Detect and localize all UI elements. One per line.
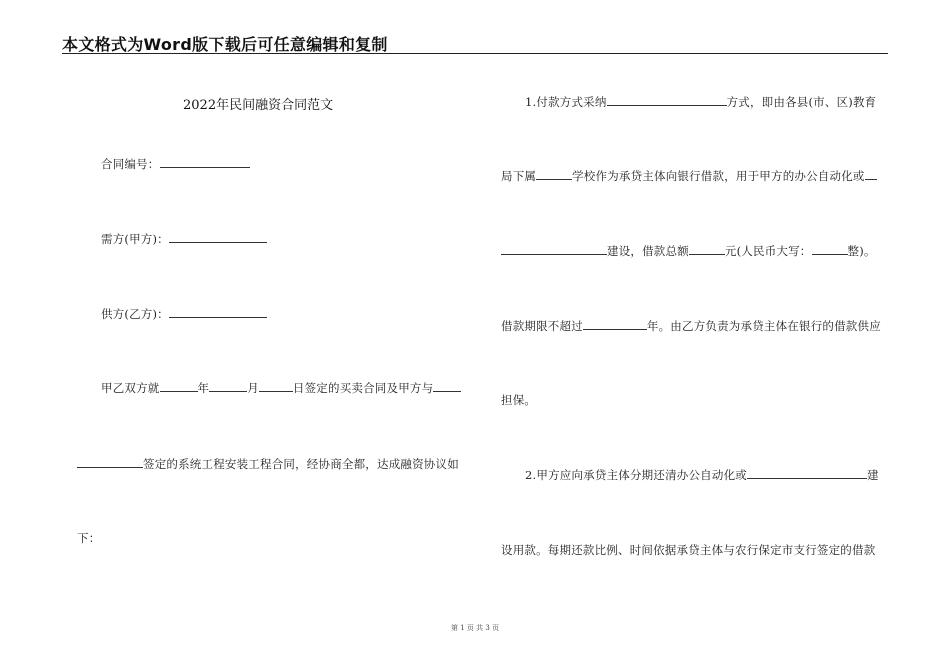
- p4-text-b: 年。由乙方负责为承贷主体在银行的借款供应: [646, 319, 881, 333]
- loan-amount-line: [501, 243, 876, 259]
- repayment-blank[interactable]: [747, 467, 867, 479]
- day-blank[interactable]: [259, 380, 293, 392]
- contract-number-label: 合同编号：: [101, 157, 160, 171]
- month-blank[interactable]: [209, 380, 247, 392]
- p4-text-a: 借款期限不超过: [501, 319, 583, 333]
- amount-words-blank[interactable]: [812, 243, 848, 255]
- para1-text-b: 年: [197, 381, 210, 395]
- term-blank[interactable]: [583, 318, 647, 330]
- para2-text: 签定的系统工程安装工程合同，经协商全都，达成融资协议如: [143, 457, 459, 471]
- p2-text-a: 局下属: [501, 169, 537, 183]
- bureau-line: [501, 168, 877, 184]
- para1-text-c: 月: [247, 381, 259, 395]
- school-blank[interactable]: [536, 168, 572, 180]
- p1-text-b: 方式，即由各县(市、区)教育: [726, 95, 877, 109]
- party-b-line: [101, 306, 267, 322]
- payment-method-line: [525, 94, 876, 110]
- banner-text: 本文格式为Word版下载后可任意编辑和复制: [62, 35, 388, 54]
- p2-text-b: 学校作为承贷主体向银行借款，用于甲方的办公自动化或: [572, 169, 865, 183]
- paragraph2-line: [77, 456, 459, 472]
- party-a-blank[interactable]: [169, 231, 267, 243]
- party-b-blank[interactable]: [169, 306, 267, 318]
- contract-number-line: [101, 156, 250, 172]
- payment-method-blank[interactable]: [607, 94, 727, 106]
- para1-text-d: 日签定的买卖合同及甲方与: [292, 381, 434, 395]
- guarantee-line: 担保。: [501, 393, 537, 407]
- loan-term-line: [501, 318, 881, 334]
- paragraph1-line: [101, 380, 461, 396]
- banner-divider: [62, 53, 888, 54]
- amount-blank[interactable]: [689, 243, 725, 255]
- paragraph3-line: 下：: [77, 531, 101, 545]
- document-title: 2022年民间融资合同范文: [183, 98, 334, 113]
- year-blank[interactable]: [160, 380, 198, 392]
- tail-blank[interactable]: [865, 168, 877, 180]
- contract-number-blank[interactable]: [160, 156, 250, 168]
- p1-text-a: 1.付款方式采纳: [525, 95, 607, 109]
- para1-text-a: 甲乙双方就: [101, 381, 160, 395]
- p3-text-c: 整)。: [847, 244, 876, 258]
- repayment-line: [525, 467, 879, 483]
- p6-text-a: 2.甲方应向承贷主体分期还清办公自动化或: [525, 468, 747, 482]
- repayment-detail-line: 设用款。每期还款比例、时间依据承贷主体与农行保定市支行签定的借款: [501, 543, 876, 557]
- party-b-label: 供方(乙方)：: [101, 307, 169, 321]
- party-blank[interactable]: [433, 380, 461, 392]
- p6-text-b: 建: [866, 468, 879, 482]
- party-a-label: 需方(甲方)：: [101, 232, 169, 246]
- counterparty-blank[interactable]: [77, 456, 143, 468]
- p3-text-b: 元(人民币大写：: [724, 244, 812, 258]
- party-a-line: [101, 231, 267, 247]
- page-footer: 第 1 页 共 3 页: [450, 624, 500, 632]
- construction-blank[interactable]: [501, 243, 607, 255]
- p3-text-a: 建设，借款总额: [607, 244, 689, 258]
